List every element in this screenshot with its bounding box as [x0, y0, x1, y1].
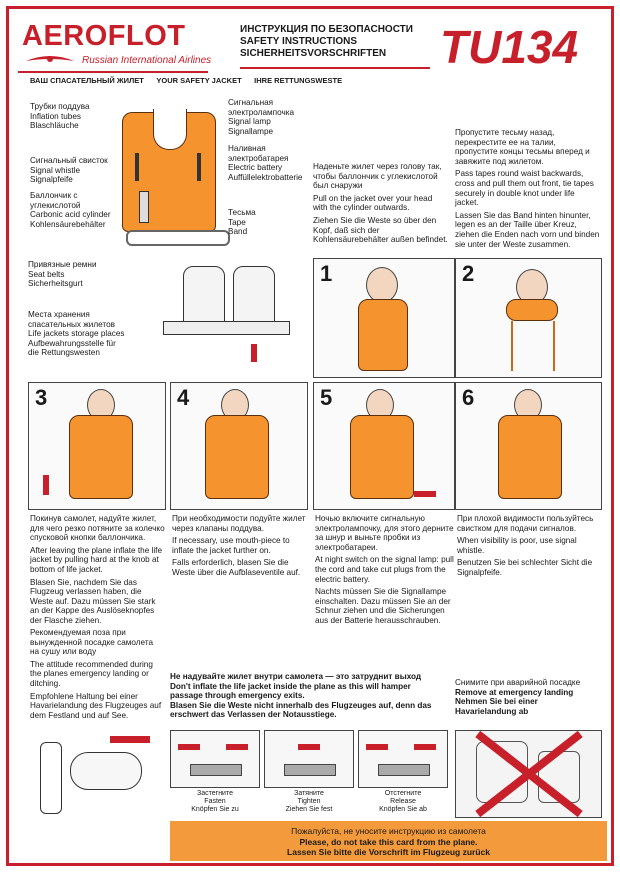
label-seat-belts: Привязные ремни Seat belts Sicherheitsgurt — [28, 260, 97, 289]
brace-illustration — [30, 722, 162, 822]
footer-bar — [170, 821, 607, 861]
step-panel-5 — [313, 382, 455, 510]
step-panel-6 — [455, 382, 602, 510]
title-ru: ИНСТРУКЦИЯ ПО БЕЗОПАСНОСТИ — [240, 24, 413, 35]
step-number: 3 — [35, 385, 48, 410]
arrow-right-icon — [414, 491, 436, 497]
belt-step-3: Отстегните Release Knöpfen Sie ab — [358, 730, 448, 818]
jacket-diagram — [30, 92, 310, 257]
tape-illustration — [126, 230, 230, 246]
belt-step-1: Застегните Fasten Knöpfen Sie zu — [170, 730, 260, 818]
arrow-up-icon — [251, 344, 257, 362]
footer-en: Please, do not take this card from the plane. — [299, 836, 478, 847]
logo-subtitle: Russian International Airlines — [82, 55, 212, 66]
warning-text: Не надувайте жилет внутри самолета — это затруднит выход Don't inflate the life jacket inside the plane as this will hamper passage through emergency exits. Blasen Sie die Weste nicht innerhalb des Flugzeuges auf, denn das erschwert das Verlassen der Notausstiege. — [170, 672, 432, 720]
step-4-text: При необходимости подуйте жилет через клапаны поддува. If necessary, use mouth-piece to inflate the jacket further on. Falls erforderlich, blasen Sie die Weste über die Aufblaseventile auf. — [172, 514, 306, 577]
step-panel-3 — [28, 382, 166, 510]
arrow-right-icon — [414, 744, 436, 750]
seats-illustration — [163, 266, 303, 366]
step-number: 2 — [462, 261, 475, 286]
step-panel-4 — [170, 382, 308, 510]
label-co2-cylinder: Баллончик с углекислотой Carbonic acid cylinder Kohlensäurebehälter — [30, 191, 111, 229]
step-3-text: Покинув самолет, надуйте жилет, для чего резко потяните за колечко спусковой кнопки баллончика. After leaving the plane inflate the life jacket by pulling hard at the knob at bottom of life jacket. Blasen Sie, nachdem Sie das Flugzeug verlassen haben, die Weste auf. Dazu müssen Sie stark an der Kappe des Auslöseknopfes der Flasche ziehen. — [30, 514, 165, 625]
arrow-right-icon — [178, 744, 200, 750]
arrow-left-icon — [226, 744, 248, 750]
label-signal-lamp: Сигнальная электролампочка Signal lamp Signallampe — [228, 98, 295, 136]
step-number: 6 — [462, 385, 475, 410]
arrow-right-icon — [298, 744, 320, 750]
footer-de: Lassen Sie bitte die Vorschrift im Flugzeug zurück — [287, 847, 490, 857]
step-panel-1 — [313, 258, 455, 378]
jacket-heading: ВАШ СПАСАТЕЛЬНЫЙ ЖИЛЕТ YOUR SAFETY JACKET IHRE RETTUNGSWESTE — [30, 76, 343, 85]
label-inflation-tubes: Трубки поддува Inflation tubes Blaschläuche — [30, 102, 90, 131]
header-divider-right — [240, 67, 430, 69]
footer-ru: Пожалуйста, не уносите инструкцию из самолета — [291, 826, 486, 836]
label-tape: Тесьма Tape Band — [228, 208, 256, 237]
title-block — [240, 24, 413, 60]
belt-step-2: Затяните Tighten Ziehen Sie fest — [264, 730, 354, 818]
step-number: 5 — [320, 385, 333, 410]
title-en: SAFETY INSTRUCTIONS — [240, 36, 358, 47]
step-number: 1 — [320, 261, 333, 286]
label-signal-whistle: Сигнальный свисток Signal whistle Signalpfeife — [30, 156, 108, 185]
arrow-left-icon — [110, 736, 150, 743]
wings-logo-icon — [24, 52, 76, 64]
title-de: SICHERHEITSVORSCHRIFTEN — [240, 48, 387, 59]
jacket-illustration — [122, 112, 216, 232]
arrow-down-icon — [43, 475, 49, 495]
storage-panel — [28, 258, 308, 376]
header-divider — [18, 71, 208, 73]
label-electric-battery: Наливная электробатарея Electric battery Auffüllelektrobatterie — [228, 144, 303, 182]
brace-text: Рекомендуемая поза при вынужденной посадке самолета на сушу или воду The attitude recommended during the planes emergency landing or ditching. Empfohlene Haltung bei einer Havarielandung des Flugzeuges auf dem Festland und auf See. — [30, 628, 162, 720]
remove-text: Снимите при аварийной посадке Remove at emergency landing Nehmen Sie bei einer Havarielandung ab — [455, 678, 581, 716]
step-put-on-text: Наденьте жилет через голову так, чтобы баллончик с углекислотой был снаружи Pull on the jacket over your head with the cylinder outwards. Ziehen Sie die Weste so über den Kopf, daß sich der Kohlensäurebehälter außen befindet. — [313, 162, 448, 245]
step-number: 4 — [177, 385, 190, 410]
step-panel-2 — [455, 258, 602, 378]
step-tape-text: Пропустите тесьму назад, перекрестите ее на талии, пропустите концы тесьмы вперед и завяжите под жилетом. Pass tapes round waist backwards, cross and pull them out front, tie tapes securely in double knot under life jacket. Lassen Sie das Band hinten hinunter, legen es an der Taille über Kreuz, ziehen die Enden nach vorn und binden sie unter der Weste zusammen. — [455, 128, 600, 249]
label-jacket-storage: Места хранения спасательных жилетов Life jackets storage places Aufbewahrungsstelle für die Rettungswesten — [28, 310, 125, 358]
step-5-text: Ночью включите сигнальную электролампочку, для этого дерните за шнур и выньте пробки из электробатареи. At night switch on the signal lamp: pull the cord and take cut plugs from the electric battery. Nachts müssen Sie die Signallampe einschalten. Dazu müssen Sie an der Schnur ziehen und die Sicherungen aus der Batterie herausschrauben. — [315, 514, 454, 625]
arrow-left-icon — [366, 744, 388, 750]
step-6-text: При плохой видимости пользуйтесь свистком для подачи сигналов. When visibility is poor, use signal whistle. Benutzen Sie bei schlechter Sicht die Signalpfeife. — [457, 514, 594, 577]
aeroflot-logo: AEROFLOT — [22, 20, 186, 52]
remove-glasses-illustration — [455, 730, 602, 818]
aircraft-model: TU134 — [440, 21, 579, 73]
